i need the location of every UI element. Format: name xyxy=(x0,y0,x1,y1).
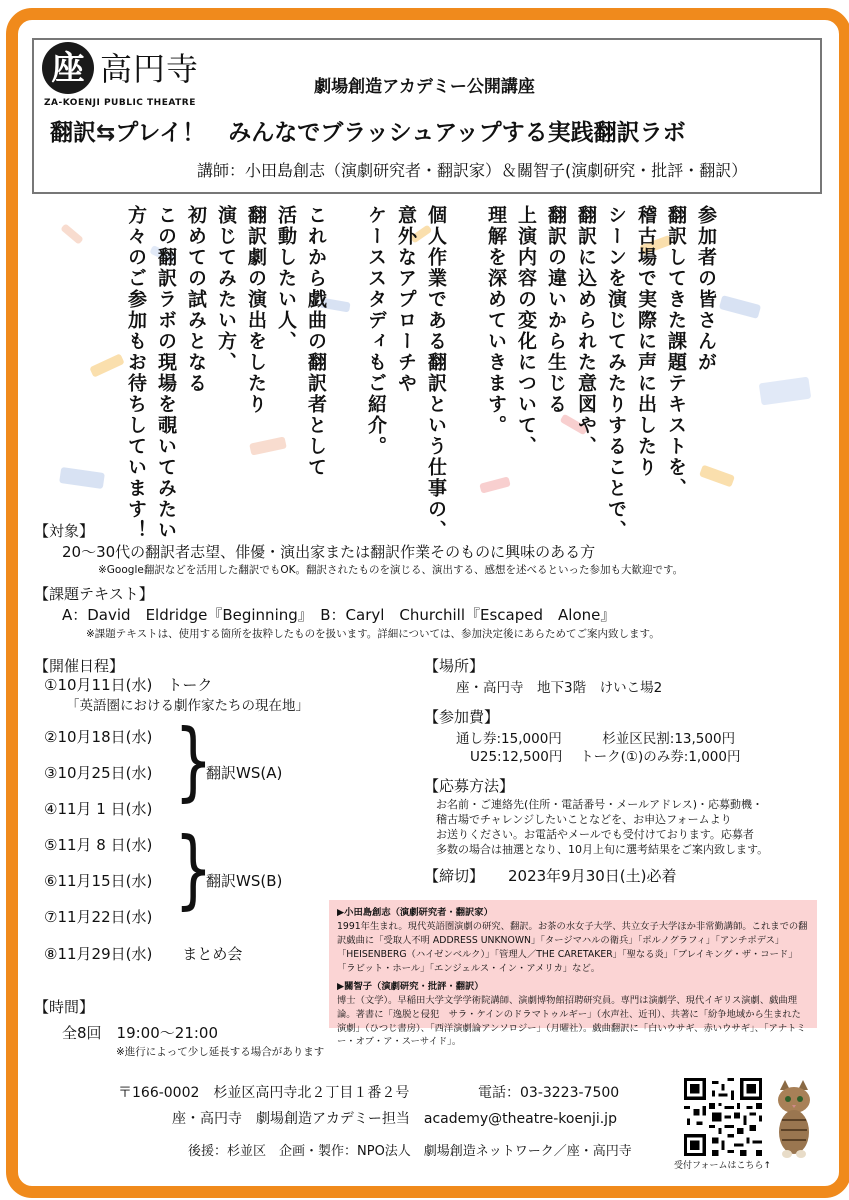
apply-heading: 【応募方法】 xyxy=(424,777,515,795)
lecturer-line: 講師：小田島創志（演劇研究者・翻訳家）＆關智子(演劇研究・批評・翻訳） xyxy=(197,161,748,180)
intro-column: 方々のご参加もお待ちしています！ xyxy=(125,205,147,541)
intro-column: 活動したい人、 xyxy=(275,205,297,352)
workshop-a-label: 翻訳WS(A) xyxy=(206,764,283,782)
page-title xyxy=(50,114,686,147)
deadline-text: 2023年9月30日(土)必着 xyxy=(508,867,677,885)
title-part1: 翻訳 xyxy=(50,120,96,146)
time-text: 全8回 19:00～21:00 xyxy=(62,1024,218,1042)
intro-column: 初めての試みとなる xyxy=(185,205,207,394)
target-heading: 【対象】 xyxy=(34,522,95,540)
apply-line: お送りください。お電話やメールでも受付けております。応募者 xyxy=(436,828,754,841)
logo-mark: 座 xyxy=(42,42,94,94)
cat-illustration-icon xyxy=(770,1080,818,1160)
schedule-first-sub: 「英語圏における劇作家たちの現在地」 xyxy=(66,698,309,714)
intro-column: 演じてみたい方、 xyxy=(215,205,237,373)
apply-line: 多数の場合は抽選となり、10月上旬に選考結果をご案内致します。 xyxy=(436,843,769,856)
title-part2: プレイ！ みんなでブラッシュアップする実践翻訳ラボ xyxy=(115,120,686,146)
intro-column: 翻訳してきた課題テキストを、 xyxy=(665,205,687,499)
schedule-date: ④11月 1 日(水) xyxy=(44,800,153,818)
target-text: 20～30代の翻訳者志望、俳優・演出家または翻訳作業そのものに興味のある方 xyxy=(62,543,596,561)
intro-column: 翻訳劇の演出をしたり xyxy=(245,205,267,415)
brace-a: } xyxy=(174,711,213,811)
logo-name: 高円寺 xyxy=(100,50,200,88)
intro-column: 個人作業である翻訳という仕事の、 xyxy=(425,205,447,541)
schedule-date: ⑥11月15日(水) xyxy=(44,872,153,890)
footer-address: 〒166-0002 杉並区高円寺北２丁目１番２号 xyxy=(118,1085,410,1101)
schedule-date: ⑤11月 8 日(水) xyxy=(44,836,153,854)
schedule-date: ③10月25日(水) xyxy=(44,764,153,782)
qr-caption: 受付フォームはこちら↑ xyxy=(674,1161,772,1171)
intro-column: 意外なアプローチや xyxy=(395,205,417,394)
bio2-heading: ▶關智子（演劇研究・批評・翻訳） xyxy=(337,980,484,992)
intro-column: この翻訳ラボの現場を覗いてみたい xyxy=(155,205,177,541)
logo-subtitle: ZA-KOENJI PUBLIC THEATRE xyxy=(44,98,196,108)
schedule-first: ①10月11日(水) トーク xyxy=(44,676,213,694)
schedule-date: ⑦11月22日(水) xyxy=(44,908,153,926)
bio1-heading: ▶小田島創志（演劇研究者・翻訳家） xyxy=(337,907,493,918)
bio1-text: 1991年生まれ。現代英語圏演劇の研究、翻訳。お茶の水女子大学、共立女子大学ほか非常勤講師。これまでの翻訳戯曲に「受取人不明 ADDRESS UNKNOWN」「タージマハルの衛兵」「ポルノグラフィ」「アンチポデス」「HEISENBERG（ハイゼンベルク）」「管理人／THE CARETAKER」「聖なる炎」「ブレイキング・ザ・コード」「ラビット・ホール」「エンジェルス・イン・アメリカ」など。 xyxy=(337,920,808,974)
target-note: ※Google翻訳などを活用した翻訳でもOK。翻訳されたものを演じる、演出する、感想を述べるといった参加も大歓迎です。 xyxy=(98,564,684,576)
bio2-text: 博士（文学）。早稲田大学文学学術院講師、演劇博物館招聘研究員。専門は演劇学、現代イギリス演劇、戯曲理論。著書に「逸脱と侵犯 サラ・ケインのドラマトゥルギー」（水声社、近刊）、共著に「紛争地域から生まれた演劇」（ひつじ書房）、「西洋演劇論アンソロジー」（月曜社）。戯曲翻訳に「白いウサギ、赤いウサギ」、「アナトミー・オブ・ア・スーサイド」。 xyxy=(337,994,806,1048)
lecturer-bio-box xyxy=(329,900,817,1048)
qr-code-icon[interactable] xyxy=(684,1078,762,1156)
exchange-arrows-icon: ⇆ xyxy=(96,120,116,146)
venue-text: 座・高円寺 地下3階 けいこ場2 xyxy=(456,680,663,696)
footer-phone: 電話：03-3223-7500 xyxy=(478,1085,620,1101)
footer-support: 後援：杉並区 企画・製作：NPO法人 劇場創造ネットワーク／座・高円寺 xyxy=(188,1144,632,1159)
time-heading: 【時間】 xyxy=(34,998,95,1016)
schedule-heading: 【開催日程】 xyxy=(34,657,125,675)
intro-column: 翻訳に込められた意図や、 xyxy=(575,205,597,457)
apply-line: お名前・ご連絡先(住所・電話番号・メールアドレス)・応募動機・ xyxy=(436,798,764,811)
academy-label: 劇場創造アカデミー公開講座 xyxy=(314,77,535,97)
footer-contact[interactable]: 座・高円寺 劇場創造アカデミー担当 academy@theatre-koenji.jp xyxy=(172,1111,617,1127)
intro-vertical-text xyxy=(100,205,740,541)
deadline-heading: 【締切】 xyxy=(424,867,485,885)
fee-line1: 通し券:15,000円 杉並区民割:13,500円 xyxy=(456,731,736,747)
venue-heading: 【場所】 xyxy=(424,657,485,675)
fee-line2: U25:12,500円 トーク(①)のみ券:1,000円 xyxy=(470,749,741,765)
intro-column: ケーススタディもご紹介。 xyxy=(365,205,387,457)
intro-column: これから戯曲の翻訳者として xyxy=(305,205,327,478)
time-note: ※進行によって少し延長する場合があります xyxy=(116,1046,325,1058)
intro-column: 稽古場で実際に声に出したり xyxy=(635,205,657,478)
brace-b: } xyxy=(174,819,213,919)
intro-column: シーンを演じてみたりすることで、 xyxy=(605,205,627,541)
apply-line: 稽古場でチャレンジしたいことなどを、お申込フォームより xyxy=(436,813,732,826)
schedule-last: ⑧11月29日(水) まとめ会 xyxy=(44,945,243,963)
texts-line: A：David Eldridge『Beginning』 B：Caryl Churchill『Escaped Alone』 xyxy=(62,606,616,624)
texts-note: ※課題テキストは、使用する箇所を抜粋したものを扱います。詳細については、参加決定後にあらためてご案内致します。 xyxy=(86,628,660,640)
fee-heading: 【参加費】 xyxy=(424,708,500,726)
workshop-b-label: 翻訳WS(B) xyxy=(206,872,283,890)
intro-column: 翻訳の違いから生じる xyxy=(545,205,567,415)
intro-column: 理解を深めていきます。 xyxy=(485,205,507,436)
intro-column: 参加者の皆さんが xyxy=(695,205,717,373)
texts-heading: 【課題テキスト】 xyxy=(34,585,154,603)
intro-column: 上演内容の変化について、 xyxy=(515,205,537,457)
schedule-date: ②10月18日(水) xyxy=(44,728,153,746)
